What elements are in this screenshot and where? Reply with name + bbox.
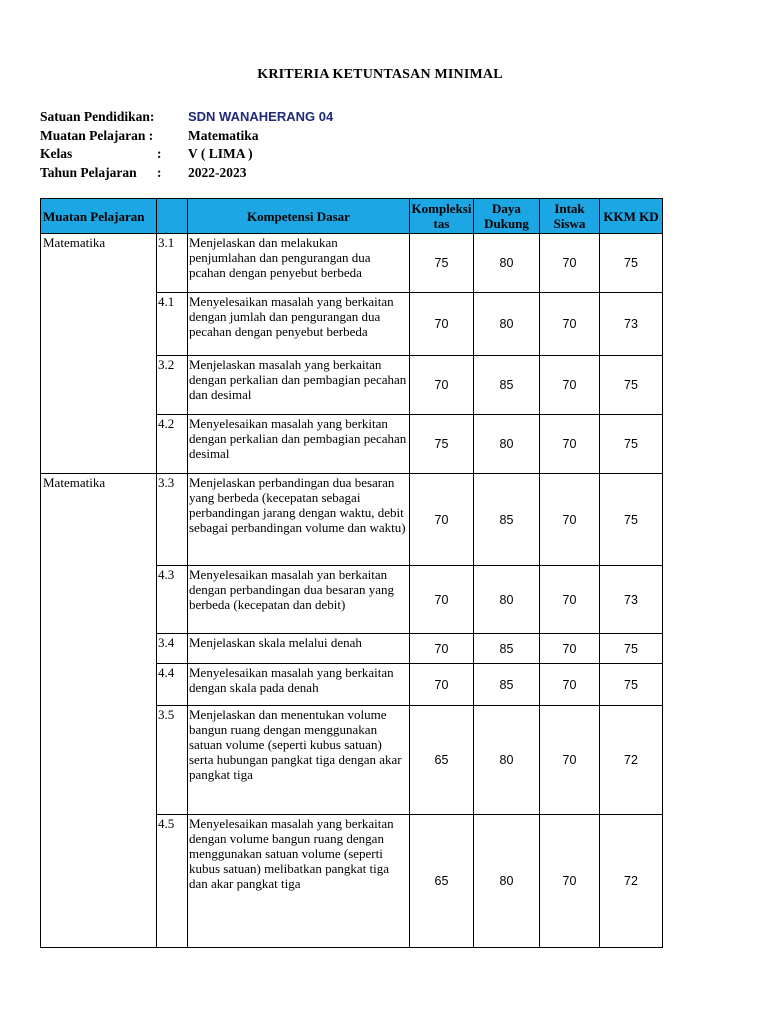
intake-cell: 70 — [540, 566, 600, 634]
subject-cell — [41, 293, 157, 356]
support-cell: 85 — [474, 664, 540, 706]
complexity-cell: 70 — [410, 474, 474, 566]
intake-cell: 70 — [540, 356, 600, 415]
code-cell: 4.4 — [157, 664, 188, 706]
subject-cell — [41, 664, 157, 706]
info-grade-value: V ( LIMA ) — [188, 146, 253, 161]
kkm-cell: 75 — [600, 474, 663, 566]
competency-cell: Menyelesaikan masalah yang berkaitan dengan volume bangun ruang dengan menggunakan satuan volume (seperti kubus satuan) melibatkan pangkat tiga dan akar pangkat tiga — [188, 815, 410, 948]
info-year-label: Tahun Pelajaran — [40, 164, 137, 180]
info-year-colon: : — [157, 164, 162, 180]
header-competency: Kompetensi Dasar — [188, 199, 410, 234]
support-cell: 80 — [474, 566, 540, 634]
complexity-cell: 65 — [410, 815, 474, 948]
code-cell: 4.1 — [157, 293, 188, 356]
table-row — [41, 566, 663, 634]
competency-cell: Menyelesaikan masalah yang berkitan dengan perkalian dan pembagian pecahan desimal — [188, 415, 410, 474]
complexity-cell: 70 — [410, 356, 474, 415]
header-code — [157, 199, 188, 234]
subject-cell — [41, 815, 157, 948]
competency-cell: Menyelesaikan masalah yang berkaitan dengan jumlah dan pengurangan dua pecahan dengan penyebut berbeda — [188, 293, 410, 356]
kkm-cell: 75 — [600, 415, 663, 474]
competency-cell: Menjelaskan skala melalui denah — [188, 634, 410, 664]
competency-cell: Menyelesaikan masalah yan berkaitan dengan perbandingan dua besaran yang berbeda (kecepatan dan debit) — [188, 566, 410, 634]
header-support: Daya Dukung — [474, 199, 540, 234]
support-cell: 80 — [474, 815, 540, 948]
complexity-cell: 65 — [410, 706, 474, 815]
kkm-table — [40, 198, 663, 948]
table-row — [41, 234, 663, 293]
kkm-cell: 75 — [600, 634, 663, 664]
kkm-cell: 75 — [600, 356, 663, 415]
info-school-value: SDN WANAHERANG 04 — [188, 109, 334, 124]
intake-cell: 70 — [540, 815, 600, 948]
complexity-cell: 70 — [410, 566, 474, 634]
competency-cell: Menyelesaikan masalah yang berkaitan dengan skala pada denah — [188, 664, 410, 706]
kkm-cell: 75 — [600, 234, 663, 293]
subject-cell: Matematika — [41, 474, 157, 566]
table-row — [41, 706, 663, 815]
intake-cell: 70 — [540, 415, 600, 474]
code-cell: 3.4 — [157, 634, 188, 664]
table-row — [41, 474, 663, 566]
subject-cell — [41, 634, 157, 664]
support-cell: 80 — [474, 293, 540, 356]
subject-cell — [41, 415, 157, 474]
complexity-cell: 75 — [410, 234, 474, 293]
code-cell: 3.5 — [157, 706, 188, 815]
info-school-label: Satuan Pendidikan: — [40, 109, 155, 124]
info-subject-value: Matematika — [188, 127, 259, 143]
info-grade-label: Kelas — [40, 146, 73, 161]
intake-cell: 70 — [540, 234, 600, 293]
code-cell: 4.5 — [157, 815, 188, 948]
code-cell: 3.1 — [157, 234, 188, 293]
complexity-cell: 75 — [410, 415, 474, 474]
competency-cell: Menjelaskan dan menentukan volume bangun ruang dengan menggunakan satuan volume (seperti kubus satuan) serta hubungan pangkat tiga dengan akar pangkat tiga — [188, 706, 410, 815]
support-cell: 85 — [474, 634, 540, 664]
table-row — [41, 634, 663, 664]
support-cell: 80 — [474, 234, 540, 293]
table-row — [41, 356, 663, 415]
competency-cell: Menjelaskan perbandingan dua besaran yang berbeda (kecepatan sebagai perbandingan jarang dengan waktu, debit sebagai perbandingan volume dan waktu) — [188, 474, 410, 566]
complexity-cell: 70 — [410, 634, 474, 664]
subject-cell: Matematika — [41, 234, 157, 293]
support-cell: 80 — [474, 415, 540, 474]
header-kkm: KKM KD — [600, 199, 663, 234]
code-cell: 4.3 — [157, 566, 188, 634]
complexity-cell: 70 — [410, 293, 474, 356]
table-row — [41, 664, 663, 706]
table-row — [41, 293, 663, 356]
competency-cell: Menjelaskan masalah yang berkaitan dengan perkalian dan pembagian pecahan dan desimal — [188, 356, 410, 415]
table-row — [41, 415, 663, 474]
header-complexity: Kompleksi tas — [410, 199, 474, 234]
intake-cell: 70 — [540, 664, 600, 706]
competency-cell: Menjelaskan dan melakukan penjumlahan dan pengurangan dua pcahan dengan penyebut berbeda — [188, 234, 410, 293]
code-cell: 4.2 — [157, 415, 188, 474]
info-year-value: 2022-2023 — [188, 164, 247, 180]
intake-cell: 70 — [540, 706, 600, 815]
subject-cell — [41, 356, 157, 415]
kkm-cell: 72 — [600, 815, 663, 948]
subject-cell — [41, 706, 157, 815]
kkm-cell: 73 — [600, 293, 663, 356]
kkm-cell: 73 — [600, 566, 663, 634]
support-cell: 80 — [474, 706, 540, 815]
subject-cell — [41, 566, 157, 634]
info-subject-label: Muatan Pelajaran : — [40, 127, 154, 143]
table-row — [41, 815, 663, 948]
code-cell: 3.2 — [157, 356, 188, 415]
support-cell: 85 — [474, 474, 540, 566]
complexity-cell: 70 — [410, 664, 474, 706]
kkm-cell: 75 — [600, 664, 663, 706]
header-intake: Intak Siswa — [540, 199, 600, 234]
intake-cell: 70 — [540, 474, 600, 566]
kkm-cell: 72 — [600, 706, 663, 815]
table-header-row — [41, 199, 663, 234]
page-title: KRITERIA KETUNTASAN MINIMAL — [257, 67, 503, 82]
info-grade-colon: : — [157, 146, 162, 161]
intake-cell: 70 — [540, 293, 600, 356]
code-cell: 3.3 — [157, 474, 188, 566]
header-subject: Muatan Pelajaran — [41, 199, 157, 234]
intake-cell: 70 — [540, 634, 600, 664]
support-cell: 85 — [474, 356, 540, 415]
